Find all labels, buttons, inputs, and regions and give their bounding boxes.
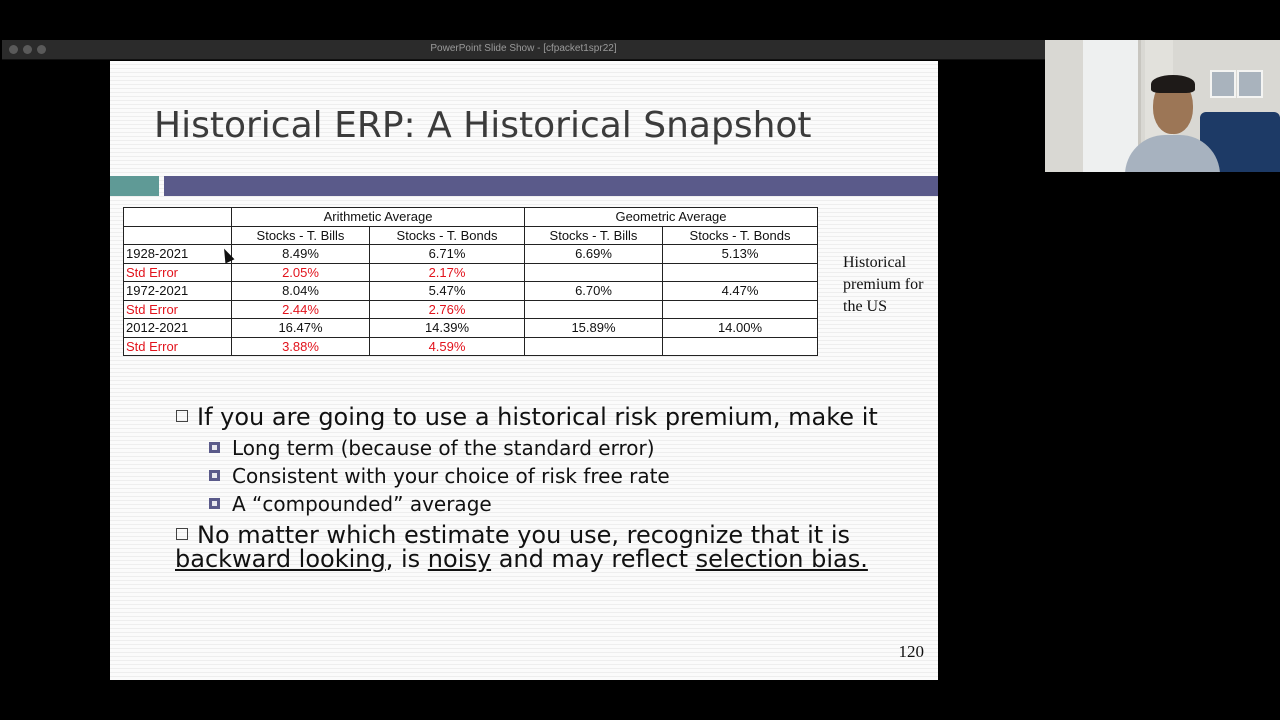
bullet-sub: [209, 492, 492, 516]
table-cell: 8.49%: [232, 245, 370, 264]
square-bullet-icon: [209, 470, 220, 481]
table-cell: 2.17%: [370, 263, 525, 282]
underlined-phrase: backward looking: [175, 545, 386, 573]
bullet-text: , is: [385, 545, 428, 573]
table-cell: 8.04%: [232, 282, 370, 301]
presenter-hair: [1151, 75, 1195, 93]
table-cell: 14.39%: [370, 319, 525, 338]
row-label: Std Error: [124, 337, 232, 356]
table-subheader-row: [124, 226, 818, 245]
slide-title: Historical ERP: A Historical Snapshot: [154, 105, 812, 146]
bullet-text: Consistent with your choice of risk free rate: [232, 464, 670, 488]
bullet-sub: [209, 464, 670, 488]
bullet-text: Long term (because of the standard error): [232, 436, 655, 460]
table-row: [124, 337, 818, 356]
erp-table: [123, 207, 818, 356]
row-label: 2012-2021: [124, 319, 232, 338]
table-cell: 16.47%: [232, 319, 370, 338]
bullet-main: [176, 403, 878, 431]
side-note: Historical premium for the US: [843, 254, 924, 315]
table-cell: 15.89%: [525, 319, 663, 338]
slide: [110, 61, 938, 680]
table-cell: 2.05%: [232, 263, 370, 282]
title-accent-bar-purple: [164, 176, 938, 196]
bullet-text: No matter which estimate you use, recognize that it is: [197, 521, 851, 549]
hollow-square-bullet-icon: [176, 410, 188, 422]
row-label: 1928-2021: [124, 245, 232, 264]
table-cell: 2.76%: [370, 300, 525, 319]
slide-number: 120: [898, 642, 924, 661]
row-label: Std Error: [124, 300, 232, 319]
table-group-header: Arithmetic Average: [232, 208, 525, 227]
table-cell: [663, 300, 818, 319]
wall-art: [1210, 70, 1236, 98]
table-row: [124, 263, 818, 282]
title-accent-bar-teal: [110, 176, 159, 196]
table-cell: 5.13%: [663, 245, 818, 264]
table-header-row: [124, 208, 818, 227]
table-cell: [124, 226, 232, 245]
table-cell: 5.47%: [370, 282, 525, 301]
table-cell: [663, 337, 818, 356]
row-label: 1972-2021: [124, 282, 232, 301]
wall-art: [1237, 70, 1263, 98]
table-sub-header: Stocks - T. Bills: [232, 226, 370, 245]
table-cell: [525, 300, 663, 319]
table-cell: 6.70%: [525, 282, 663, 301]
table-row: [124, 282, 818, 301]
title-bar: [2, 40, 1045, 60]
underlined-phrase: selection bias.: [695, 545, 868, 573]
table-group-header: Geometric Average: [525, 208, 818, 227]
table-cell: 2.44%: [232, 300, 370, 319]
square-bullet-icon: [209, 498, 220, 509]
table-cell: 4.47%: [663, 282, 818, 301]
table-cell: 3.88%: [232, 337, 370, 356]
bullet-text: and may reflect: [491, 545, 696, 573]
table-cell: 6.69%: [525, 245, 663, 264]
table-cell: 4.59%: [370, 337, 525, 356]
table-cell: [525, 263, 663, 282]
hollow-square-bullet-icon: [176, 528, 188, 540]
bullet-text: A “compounded” average: [232, 492, 492, 516]
table-cell: 14.00%: [663, 319, 818, 338]
table-sub-header: Stocks - T. Bills: [525, 226, 663, 245]
table-sub-header: Stocks - T. Bonds: [663, 226, 818, 245]
table-cell: [525, 337, 663, 356]
table-cell: [663, 263, 818, 282]
bullet-text: If you are going to use a historical risk premium, make it: [197, 403, 878, 431]
table-cell: 6.71%: [370, 245, 525, 264]
window-title: PowerPoint Slide Show - [cfpacket1spr22]: [430, 43, 617, 54]
table-sub-header: Stocks - T. Bonds: [370, 226, 525, 245]
bullet-continuation: [175, 545, 868, 573]
slideshow-window: [2, 40, 1045, 680]
webcam-video: [1045, 40, 1280, 172]
table-corner-cell: [124, 208, 232, 227]
row-label: Std Error: [124, 263, 232, 282]
table-row: [124, 319, 818, 338]
square-bullet-icon: [209, 442, 220, 453]
underlined-phrase: noisy: [427, 545, 492, 573]
bullet-sub: [209, 436, 655, 460]
table-row: [124, 300, 818, 319]
